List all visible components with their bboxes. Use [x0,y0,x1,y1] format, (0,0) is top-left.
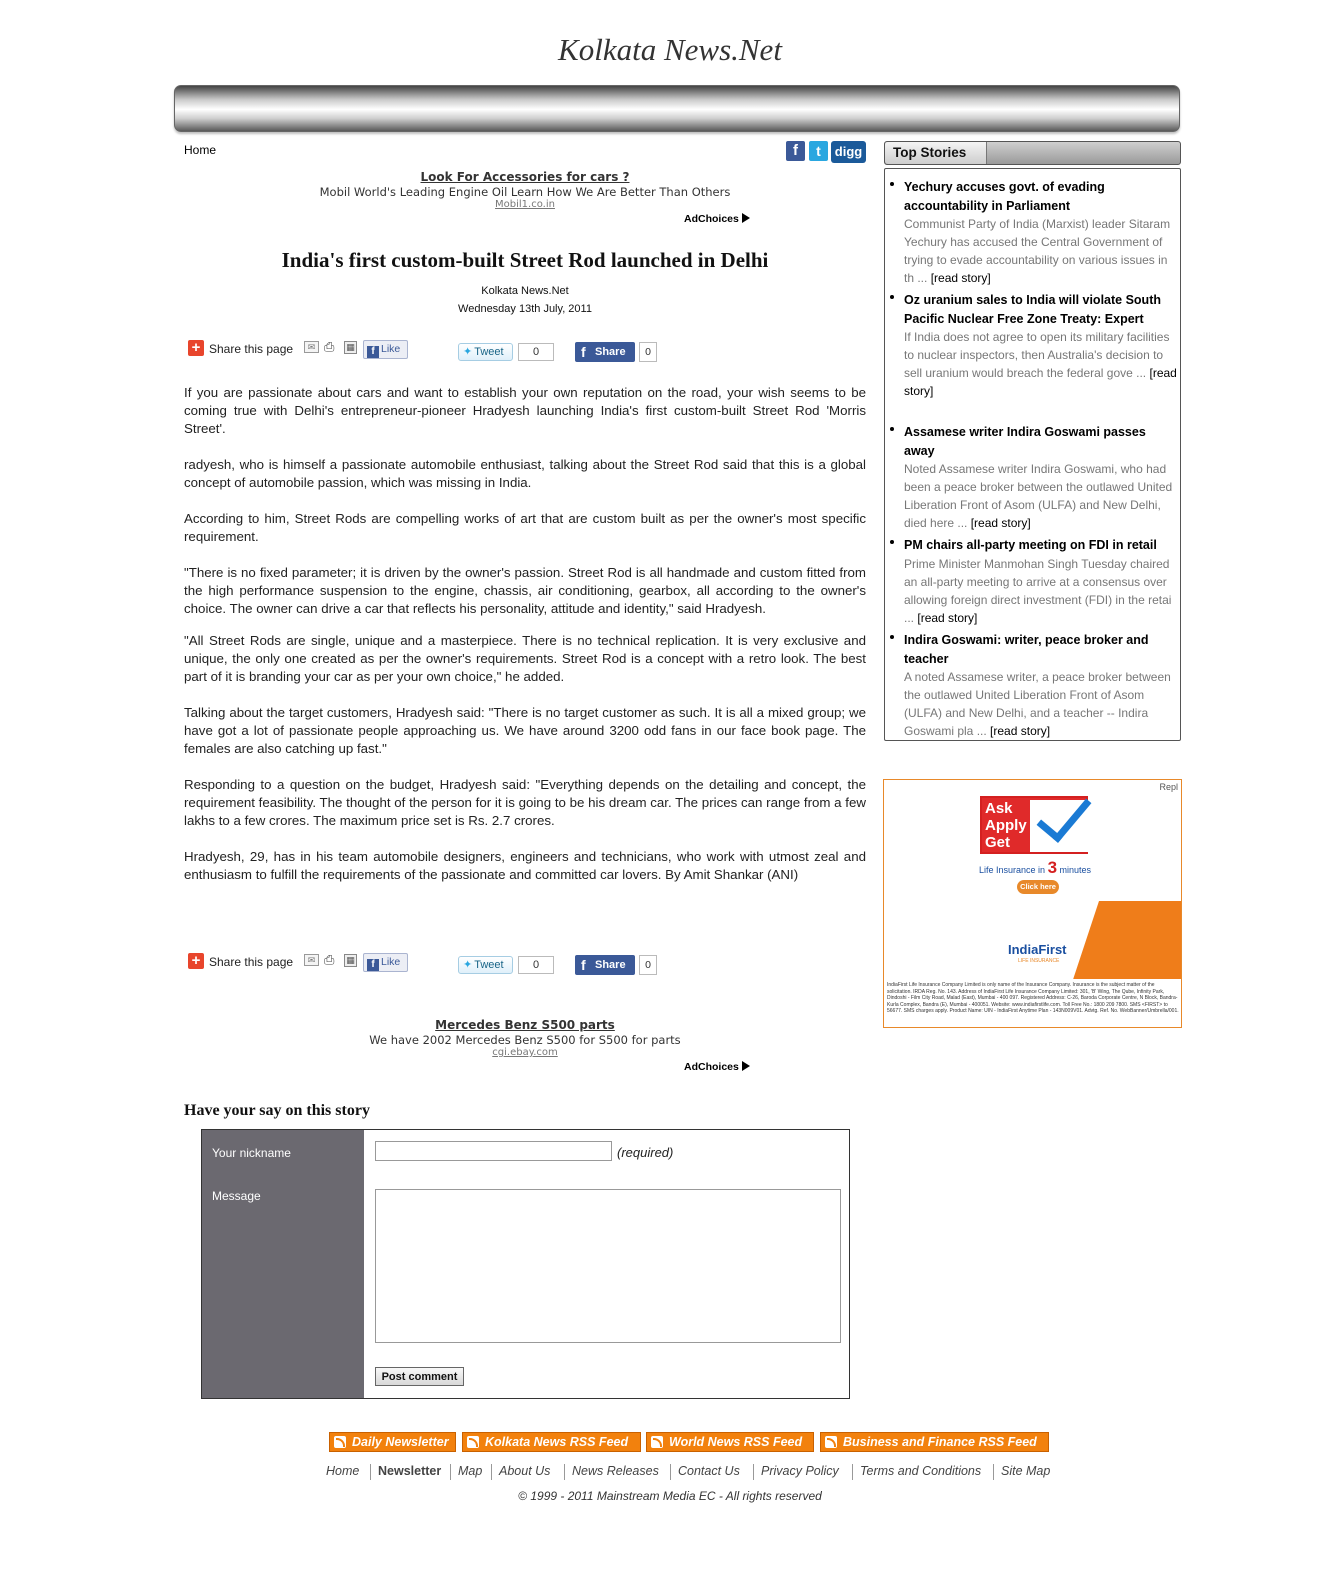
like-label: Like [381,343,401,355]
tab-top-stories[interactable]: Top Stories [885,142,987,164]
story-summary-text: If India does not agree to open its military facilities to nuclear inspectors, then Australia's decision to sell uranium would breach the federal gove ... [904,330,1170,380]
story-title-link[interactable]: Indira Goswami: writer, peace broker and teacher [904,633,1149,666]
post-comment-button[interactable]: Post comment [375,1367,464,1386]
comment-heading: Have your say on this story [184,1102,370,1119]
ad-url-link[interactable]: cgi.ebay.com [492,1047,558,1058]
story-summary [904,460,1178,532]
share-label[interactable]: Share this page [209,342,294,356]
story-summary [904,668,1178,740]
top-stories-widget [884,141,1181,741]
message-label: Message [212,1189,261,1203]
adchoices-icon [742,213,750,223]
footer-link-contact[interactable]: Contact Us [678,1464,740,1478]
read-story-link[interactable]: [read story] [930,271,991,285]
rss-icon [825,1436,837,1448]
story-item [890,423,1178,532]
rss-icon [651,1436,663,1448]
feed-label: Kolkata News RSS Feed [485,1435,629,1449]
story-item [890,291,1178,400]
bookmark-icon[interactable]: ▦ [344,341,357,354]
story-title-link[interactable]: Yechury accuses govt. of evading accountability in Parliament [904,180,1105,213]
top-ad [280,170,770,210]
email-icon[interactable]: ✉ [304,954,319,966]
print-icon[interactable]: ⎙ [324,339,335,354]
ad-info-icon[interactable]: Repl [1159,782,1178,792]
tagline-number: 3 [1047,858,1058,877]
copyright: © 1999 - 2011 Mainstream Media EC - All rights reserved [518,1489,822,1503]
article-paragraph: Talking about the target customers, Hradyesh said: "There is no target customer as such. It is all a mixed group; we have got a lot of passionate people approaching us. We have around 3200 odd fans in our face book page. The females are also catching up fast." [184,705,866,756]
home-link[interactable]: Home [184,143,217,157]
email-icon[interactable]: ✉ [304,341,319,353]
bullet-icon [890,635,894,639]
ad-white-panel [884,901,1099,979]
footer-links [0,1464,1340,1480]
tagline-part: Life Insurance in [979,865,1046,875]
facebook-share-count: 0 [639,955,657,975]
footer-separator [491,1464,492,1480]
read-story-link[interactable]: [read story] [970,516,1031,530]
footer-link-sitemap[interactable]: Site Map [1001,1464,1051,1478]
digg-icon[interactable]: digg [831,141,866,163]
facebook-like-button[interactable] [363,340,408,359]
ad-title-link[interactable]: Look For Accessories for cars ? [420,170,630,184]
article-source: Kolkata News.Net [481,285,569,297]
adchoices-label: AdChoices [684,213,739,225]
footer-separator [852,1464,853,1480]
sidebar-ad-banner[interactable] [883,779,1182,1028]
facebook-share-button[interactable]: f Share [575,955,635,975]
tweet-button[interactable] [458,343,513,361]
daily-newsletter-button[interactable] [329,1432,456,1452]
feed-label: World News RSS Feed [669,1435,803,1449]
facebook-share-button[interactable]: f Share [575,342,635,362]
tweet-label: Tweet [474,346,504,358]
ad-title-link[interactable]: Mercedes Benz S500 parts [435,1018,615,1032]
read-story-link[interactable]: [read story] [990,724,1051,738]
business-rss-button[interactable] [820,1432,1049,1452]
article-body [184,384,866,902]
story-summary [904,555,1178,627]
article-paragraph: radyesh, who is himself a passionate automobile enthusiast, talking about the Street Rod said that this is a global concept of automobile passion, which was missing in India. [184,457,866,490]
footer-link-about[interactable]: About Us [499,1464,551,1478]
footer-separator [370,1464,371,1480]
comment-form [201,1129,850,1399]
share-plus-icon[interactable]: + [188,340,204,356]
story-summary [904,215,1178,287]
bullet-icon [890,540,894,544]
world-rss-button[interactable] [646,1432,814,1452]
footer-link-newsletter[interactable]: Newsletter [378,1464,442,1478]
adchoices-top[interactable] [684,213,750,225]
nickname-input[interactable] [375,1141,612,1161]
article-paragraph: According to him, Street Rods are compelling works of art that are custom built as per the owner's most specific requirement. [184,511,866,544]
footer-separator [564,1464,565,1480]
tagline-part: minutes [1059,865,1092,875]
article-date: Wednesday 13th July, 2011 [458,303,592,315]
footer-link-map[interactable]: Map [458,1464,483,1478]
footer-link-news-releases[interactable]: News Releases [572,1464,659,1478]
footer-separator [450,1464,451,1480]
get-line: Get [985,834,1011,851]
article-paragraph: If you are passionate about cars and want to establish your own reputation on the road, your wish seems to be coming true with Delhi's entrepreneur-pioneer Hradyesh launching India's first custom-built Street Rod 'Morris Street'. [184,385,866,436]
article-headline: India's first custom-built Street Rod launched in Delhi [281,248,769,272]
bottom-ad [280,1018,770,1058]
ad-url-link[interactable]: Mobil1.co.in [495,199,555,210]
bullet-icon [890,182,894,186]
twitter-icon[interactable]: t [809,141,828,161]
ask-apply-get-text [985,800,1027,851]
article-paragraph: "All Street Rods are single, unique and a masterpiece. There is no technical replication. It is very exclusive and unique, the only one created as per the owner's requirements. Street Rod is a concept with a retro look. The best part of it is branding your car as per your own choice," he added. [184,633,866,684]
form-label-column [202,1130,364,1398]
story-title-link[interactable]: PM chairs all-party meeting on FDI in retail [904,538,1157,552]
bullet-icon [890,295,894,299]
footer-link-terms[interactable]: Terms and Conditions [860,1464,982,1478]
top-stories-list [884,168,1181,741]
required-note: (required) [617,1145,674,1160]
nav-bar [174,85,1180,132]
footer-separator [670,1464,671,1480]
share-plus-icon[interactable]: + [188,953,204,969]
click-here-button[interactable]: Click here [1017,880,1059,894]
feed-label: Business and Finance RSS Feed [843,1435,1037,1449]
feed-label: Daily Newsletter [352,1435,449,1449]
footer-link-home[interactable]: Home [326,1464,360,1478]
tweet-count: 0 [518,956,554,974]
ask-line: Ask [985,800,1013,817]
story-summary-text: Noted Assamese writer Indira Goswami, who had been a peace broker between the outlawed United Liberation Front of Asom (ULFA) and New Delhi, died here ... [904,462,1173,530]
adchoices-label: AdChoices [684,1061,739,1073]
facebook-like-button[interactable] [363,953,408,972]
twitter-bird-icon: ✦ [463,346,473,358]
share-bar-bottom [188,953,668,975]
footer-separator [753,1464,754,1480]
facebook-share-count: 0 [639,342,657,362]
print-icon[interactable]: ⎙ [324,952,335,967]
indiafirst-logo: IndiaFirst [1008,942,1067,957]
tweet-label: Tweet [474,959,504,971]
article-paragraph: Responding to a question on the budget, Hradyesh said: "Everything depends on the detailing and concept, the requirement feasibility. The thought of the person for it is going to be his dream car. The prices can range from a few lakhs to a few crores. The maximum price set is Rs. 2.7 crores. [184,777,866,828]
twitter-bird-icon: ✦ [463,959,473,971]
story-item [890,178,1178,287]
story-item [890,631,1178,740]
apply-line: Apply [985,817,1027,834]
story-summary-text: Prime Minister Manmohan Singh Tuesday chaired an all-party meeting to arrive at a consensus over allowing foreign direct investment (FDI) in the retai ... [904,556,1172,625]
story-item [890,536,1178,627]
ad-tagline [979,858,1091,878]
adchoices-icon [742,1061,750,1071]
message-input[interactable] [375,1189,841,1343]
rss-icon [334,1436,346,1448]
read-story-link[interactable]: [read story] [904,366,1177,398]
like-label: Like [381,956,401,968]
nickname-label: Your nickname [212,1146,291,1160]
facebook-icon[interactable]: f [786,141,805,161]
indiafirst-logo-sub: LIFE INSURANCE [1018,958,1060,964]
site-title[interactable]: Kolkata News.Net [558,32,782,67]
facebook-like-icon: f [367,346,379,358]
kolkata-rss-button[interactable] [462,1432,641,1452]
share-label[interactable]: Share this page [209,955,294,969]
story-summary-text: Communist Party of India (Marxist) leader Sitaram Yechury has accused the Central Government of trying to evade accountability on various issues in th ... [904,217,1171,285]
ad-description: Mobil World's Leading Engine Oil Learn How We Are Better Than Others [319,185,731,199]
footer-link-privacy[interactable]: Privacy Policy [761,1464,839,1478]
article-paragraph: Hradyesh, 29, has in his team automobile designers, engineers and technicians, who work with utmost zeal and enthusiasm to fulfill the requirements of the passionate and committed car lovers. By Amit Shankar (ANI) [184,849,866,882]
ad-description: We have 2002 Mercedes Benz S500 for S500 for parts [369,1033,681,1047]
top-stories-header [884,141,1181,165]
story-summary [904,328,1178,400]
story-title-link[interactable]: Oz uranium sales to India will violate South Pacific Nuclear Free Zone Treaty: Expert [904,293,1161,326]
bullet-icon [890,427,894,431]
tweet-count: 0 [518,343,554,361]
story-title-link[interactable]: Assamese writer Indira Goswami passes away [904,425,1146,458]
share-bar-top [188,340,668,362]
story-summary-text: A noted Assamese writer, a peace broker between the outlawed United Liberation Front of Asom (ULFA) and New Delhi, and a teacher -- Indira Goswami pla ... [904,670,1171,738]
ad-fineprint: IndiaFirst Life Insurance Company Limited is only name of the Insurance Company. Insurance is the subject matter of the solicitation. IRDA Reg. No. 143. Address of IndiaFirst Life Insurance Company Limited: 301, 'B' Wing, The Qube, Infinity Park, Dindoshi - Film City Road, Malad (East), Mumbai - 400 097. Registered Address: C-26, Baroda Corporate Centre, N Block, Bandra-Kurla Complex, Bandra (E), Mumbai - 400051. Website: www.indiafirstlife.com. Toll Free No.: 1800 209 7800. SMS <FIRST> to 56677. SMS charges apply. Product Name: UIN - IndiaFirst Anytime Plan - 143N009V01. Advtg. Ref. No. WebBanner/Umbrella/001. [887,982,1179,1014]
adchoices-bottom[interactable] [684,1061,750,1073]
footer-feeds [0,1432,1340,1452]
read-story-link[interactable]: [read story] [917,610,978,625]
tweet-button[interactable] [458,956,513,974]
facebook-like-icon: f [367,959,379,971]
footer-separator [993,1464,994,1480]
rss-icon [467,1436,479,1448]
bookmark-icon[interactable]: ▦ [344,954,357,967]
article-paragraph: "There is no fixed parameter; it is driven by the owner's passion. Street Rod is all handmade and custom fitted from the high performance suspension to the engine, chassis, air conditioning, gearbox, all according to the owner's choice. The owner can drive a car that reflects his personality, attitude and identity," said Hradyesh. [184,565,866,616]
